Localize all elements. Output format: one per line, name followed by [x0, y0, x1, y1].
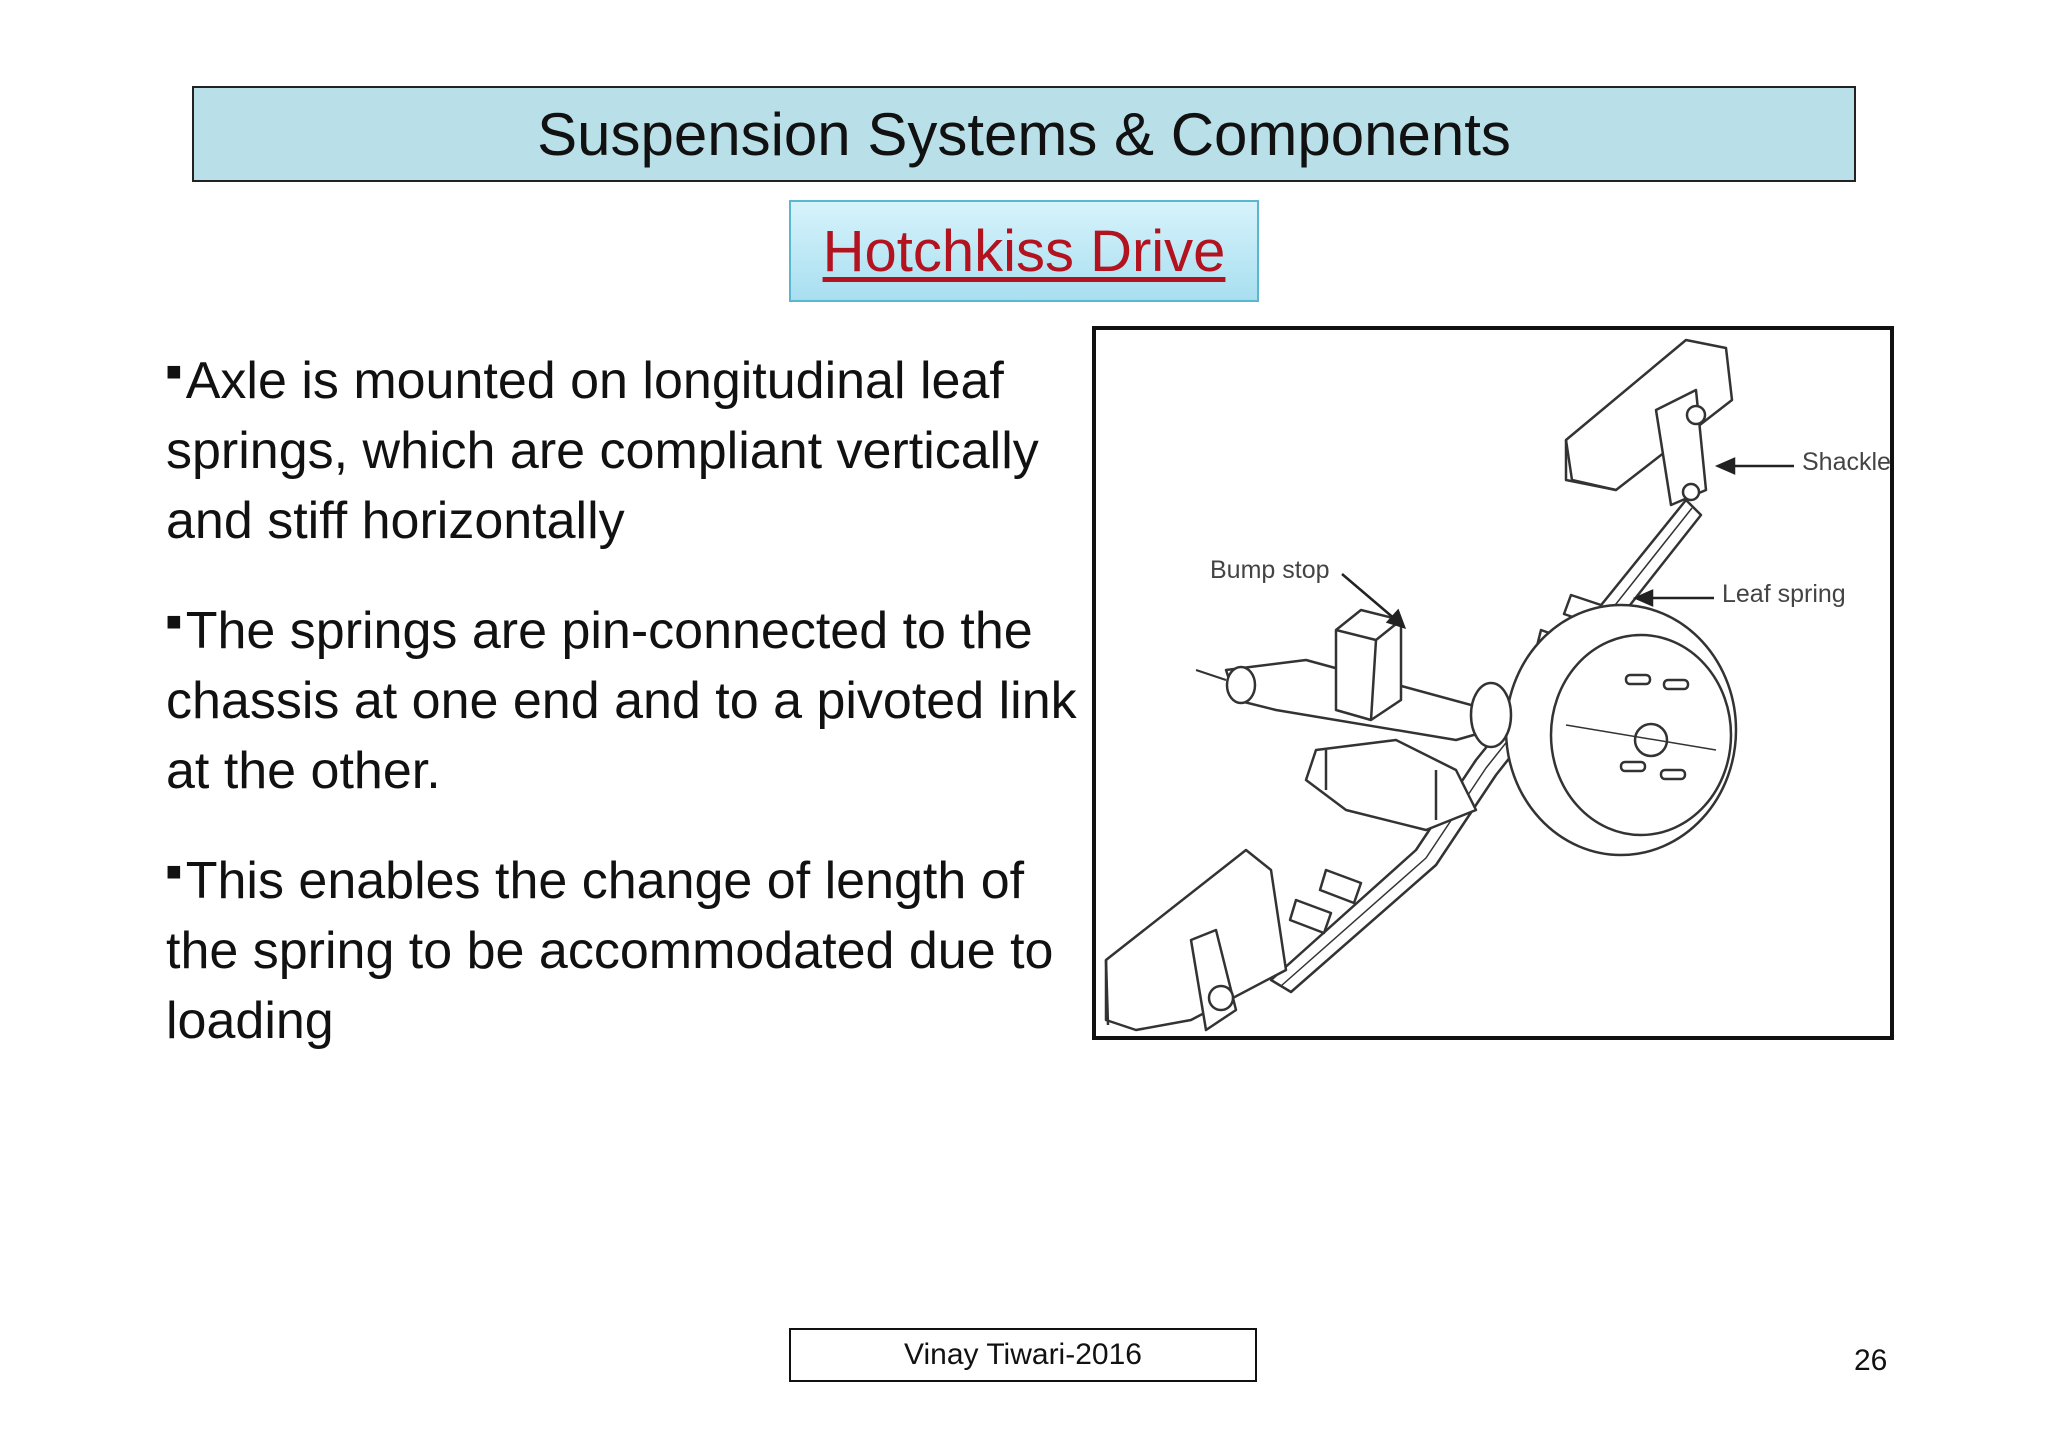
bullet-text: Axle is mounted on longitudinal leaf springs, which are compliant vertically and stiff horizontally	[166, 352, 1039, 550]
bullet-item	[166, 336, 1086, 556]
shackle-pin-top	[1687, 406, 1705, 424]
chassis-rail-top	[1566, 340, 1732, 490]
spring-eye-pin	[1209, 986, 1233, 1010]
suspension-illustration	[1096, 330, 1890, 1036]
wheel-stud	[1621, 762, 1645, 771]
axle-end	[1227, 667, 1255, 703]
bump-stop-label: Bump stop	[1210, 556, 1330, 584]
bullet-item	[166, 586, 1086, 806]
hotchkiss-diagram	[1092, 326, 1894, 1040]
slide-title: Suspension Systems & Components	[192, 86, 1856, 182]
spring-clip	[1290, 900, 1331, 933]
bullet-marker-icon: ■	[166, 856, 182, 886]
hub-center	[1635, 724, 1667, 756]
spring-seat	[1306, 740, 1476, 830]
page-number: 26	[1854, 1344, 1888, 1377]
spring-clip	[1320, 870, 1361, 903]
bullet-marker-icon: ■	[166, 356, 182, 386]
wheel-stud	[1664, 680, 1688, 689]
bullet-item	[166, 836, 1086, 1056]
bullet-list	[166, 336, 1086, 1086]
wheel-stud	[1661, 770, 1685, 779]
footer-author: Vinay Tiwari-2016	[789, 1328, 1257, 1382]
wheel-stud	[1626, 675, 1650, 684]
shackle-pin-bottom	[1683, 484, 1699, 500]
axle-flange	[1471, 683, 1511, 747]
leaf-spring-label: Leaf spring	[1722, 580, 1846, 608]
shackle-label: Shackle	[1802, 448, 1891, 476]
slide-subtitle[interactable]: Hotchkiss Drive	[789, 200, 1259, 302]
bullet-text: This enables the change of length of the spring to be accommodated due to loading	[166, 852, 1054, 1050]
bullet-text: The springs are pin-connected to the chassis at one end and to a pivoted link at the other.	[166, 602, 1077, 800]
bullet-marker-icon: ■	[166, 606, 182, 636]
